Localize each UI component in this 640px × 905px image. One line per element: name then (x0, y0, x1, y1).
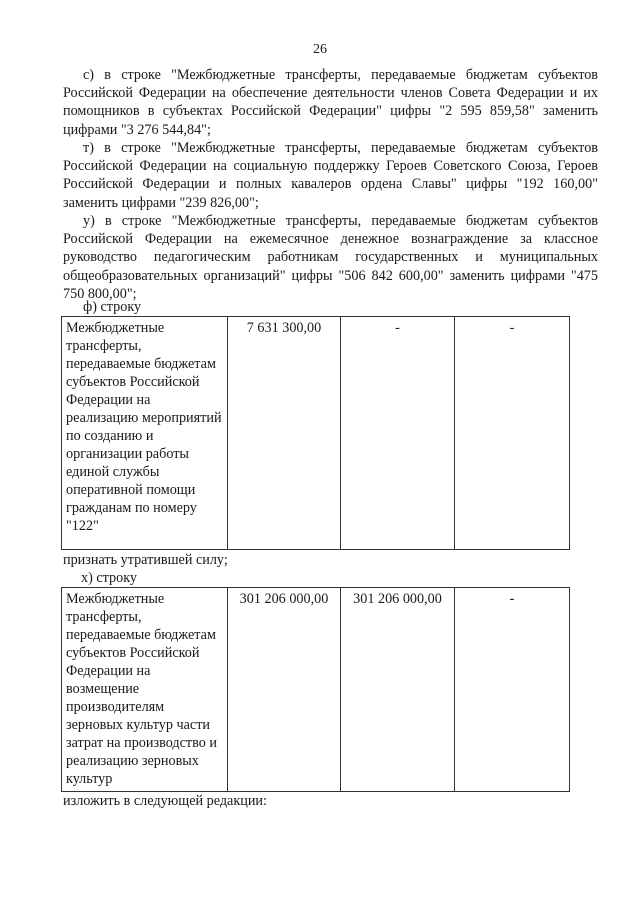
section-f-label: ф) строку (83, 299, 142, 315)
table-cell-name (62, 588, 228, 792)
section-h-table (61, 587, 570, 792)
table-cell-col2: 301 206 000,00 (228, 588, 341, 792)
table-row (62, 588, 570, 792)
section-h-label: х) строку (81, 570, 138, 586)
table-cell-col3: - (341, 317, 455, 550)
table-cell-col2: 7 631 300,00 (228, 317, 341, 550)
row-name-text: Межбюджетные трансферты, передаваемые бюджетам субъектов Российской Федерации на возмещение производителям зерновых культур части затрат на производство и реализацию зерновых культур (66, 591, 217, 787)
paragraph-t: т) в строке "Межбюджетные трансферты, передаваемые бюджетам субъектов Российской Федерации на социальную поддержку Героев Советского Союза, Героев Российской Федерации и полных кавалеров ордена Славы" цифры "192 160,00" заменить цифрами "239 826,00"; (63, 140, 598, 211)
page-number: 26 (313, 42, 327, 57)
section-f-table (61, 316, 570, 550)
table-row (62, 317, 570, 550)
table-cell-col4: - (455, 317, 570, 550)
section-f-after: признать утратившей силу; (63, 552, 228, 568)
paragraph-u: у) в строке "Межбюджетные трансферты, передаваемые бюджетам субъектов Российской Федерации на ежемесячное денежное вознаграждение за классное руководство педагогическим работникам государственных и муниципальных общеобразовательных организаций" цифры "506 842 600,00" заменить цифрами "475 750 800,00"; (63, 213, 598, 302)
table-cell-col4: - (455, 588, 570, 792)
paragraph-s: с) в строке "Межбюджетные трансферты, передаваемые бюджетам субъектов Российской Федерации на обеспечение деятельности членов Совета Федерации и их помощников в субъектах Российской Федерации" цифры "2 595 859,58" заменить цифрами "3 276 544,84"; (63, 67, 598, 138)
table-cell-name (62, 317, 228, 550)
row-name-text: Межбюджетные трансферты, передаваемые бюджетам субъектов Российской Федерации на реализацию мероприятий по созданию и организации работы единой службы оперативной помощи гражданам по номеру "122" (66, 320, 222, 534)
table-cell-col3: 301 206 000,00 (341, 588, 455, 792)
section-h-after: изложить в следующей редакции: (63, 793, 267, 809)
